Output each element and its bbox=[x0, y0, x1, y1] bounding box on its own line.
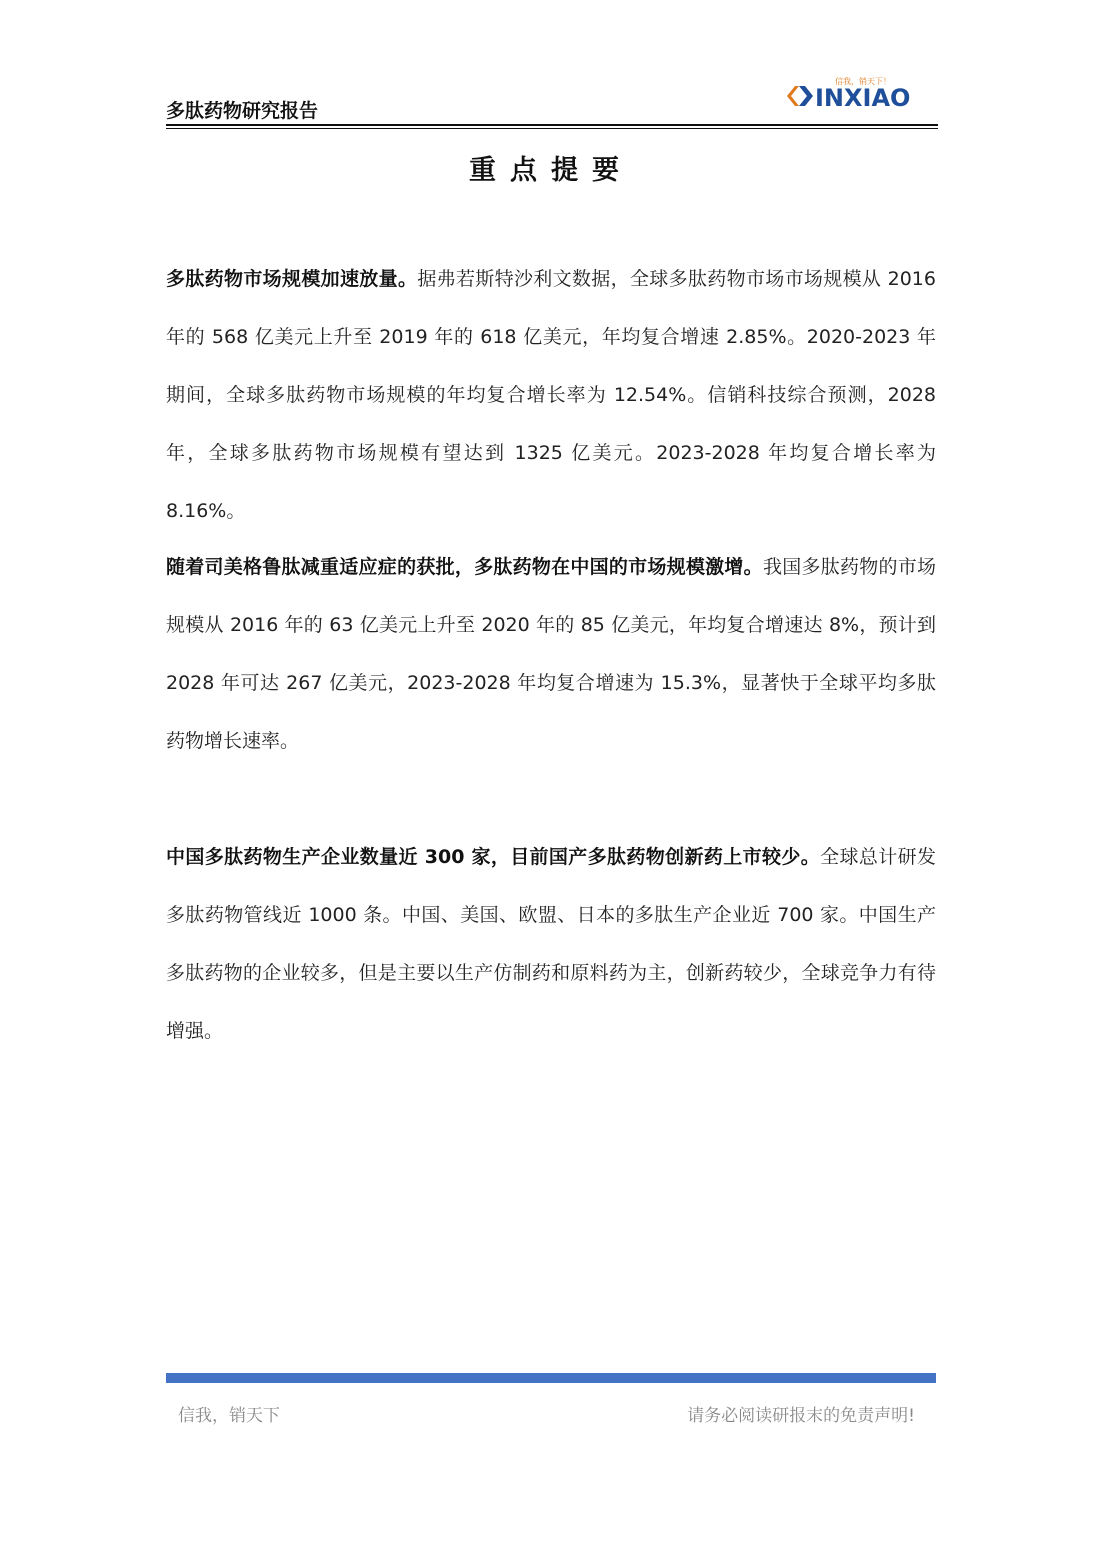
paragraph-lead: 随着司美格鲁肽减重适应症的获批，多肽药物在中国的市场规模激增。 bbox=[166, 556, 763, 578]
page-title: 重点提要 bbox=[469, 155, 633, 186]
header-rule-thick bbox=[166, 124, 938, 126]
logo-slogan: 信我，销天下！ bbox=[835, 77, 891, 86]
paragraph-body: 全球总计研发多肽药物管线近 1000 条。中国、美国、欧盟、日本的多肽生产企业近 700 家。中国生产多肽药物的企业较多，但是主要以生产仿制药和原料药为主，创新药较少，全球竞争力有待增强。 bbox=[166, 846, 936, 1042]
report-title: 多肽药物研究报告 bbox=[166, 100, 319, 122]
logo-mark-icon bbox=[785, 82, 817, 110]
paragraph-china-companies bbox=[166, 828, 936, 1060]
header-rule-thin bbox=[166, 128, 938, 129]
footer-bar bbox=[166, 1373, 936, 1383]
footer-disclaimer: 请务必阅读研报末的免责声明! bbox=[687, 1406, 915, 1426]
paragraph-china-market bbox=[166, 538, 936, 770]
paragraph-lead: 中国多肽药物生产企业数量近 300 家，目前国产多肽药物创新药上市较少。 bbox=[166, 846, 821, 868]
paragraph-body: 据弗若斯特沙利文数据，全球多肽药物市场市场规模从 2016 年的 568 亿美元上升至 2019 年的 618 亿美元，年均复合增速 2.85%。2020-2023 年期间，全球多肽药物市场规模的年均复合增长率为 12.54%。信销科技综合预测，2028 年，全球多肽药物市场规模有望达到 1325 亿美元。2023-2028 年均复合增长率为 8.16%。 bbox=[166, 268, 936, 522]
company-logo bbox=[785, 76, 935, 116]
paragraph-body: 我国多肽药物的市场规模从 2016 年的 63 亿美元上升至 2020 年的 85 亿美元，年均复合增速达 8%，预计到 2028 年可达 267 亿美元，2023-2028 年均复合增速为 15.3%，显著快于全球平均多肽药物增长速率。 bbox=[166, 556, 936, 752]
paragraph-global-market bbox=[166, 250, 936, 540]
paragraph-lead: 多肽药物市场规模加速放量。 bbox=[166, 268, 418, 290]
logo-text: INXIAO bbox=[815, 84, 911, 112]
footer-slogan: 信我，销天下 bbox=[178, 1406, 280, 1426]
